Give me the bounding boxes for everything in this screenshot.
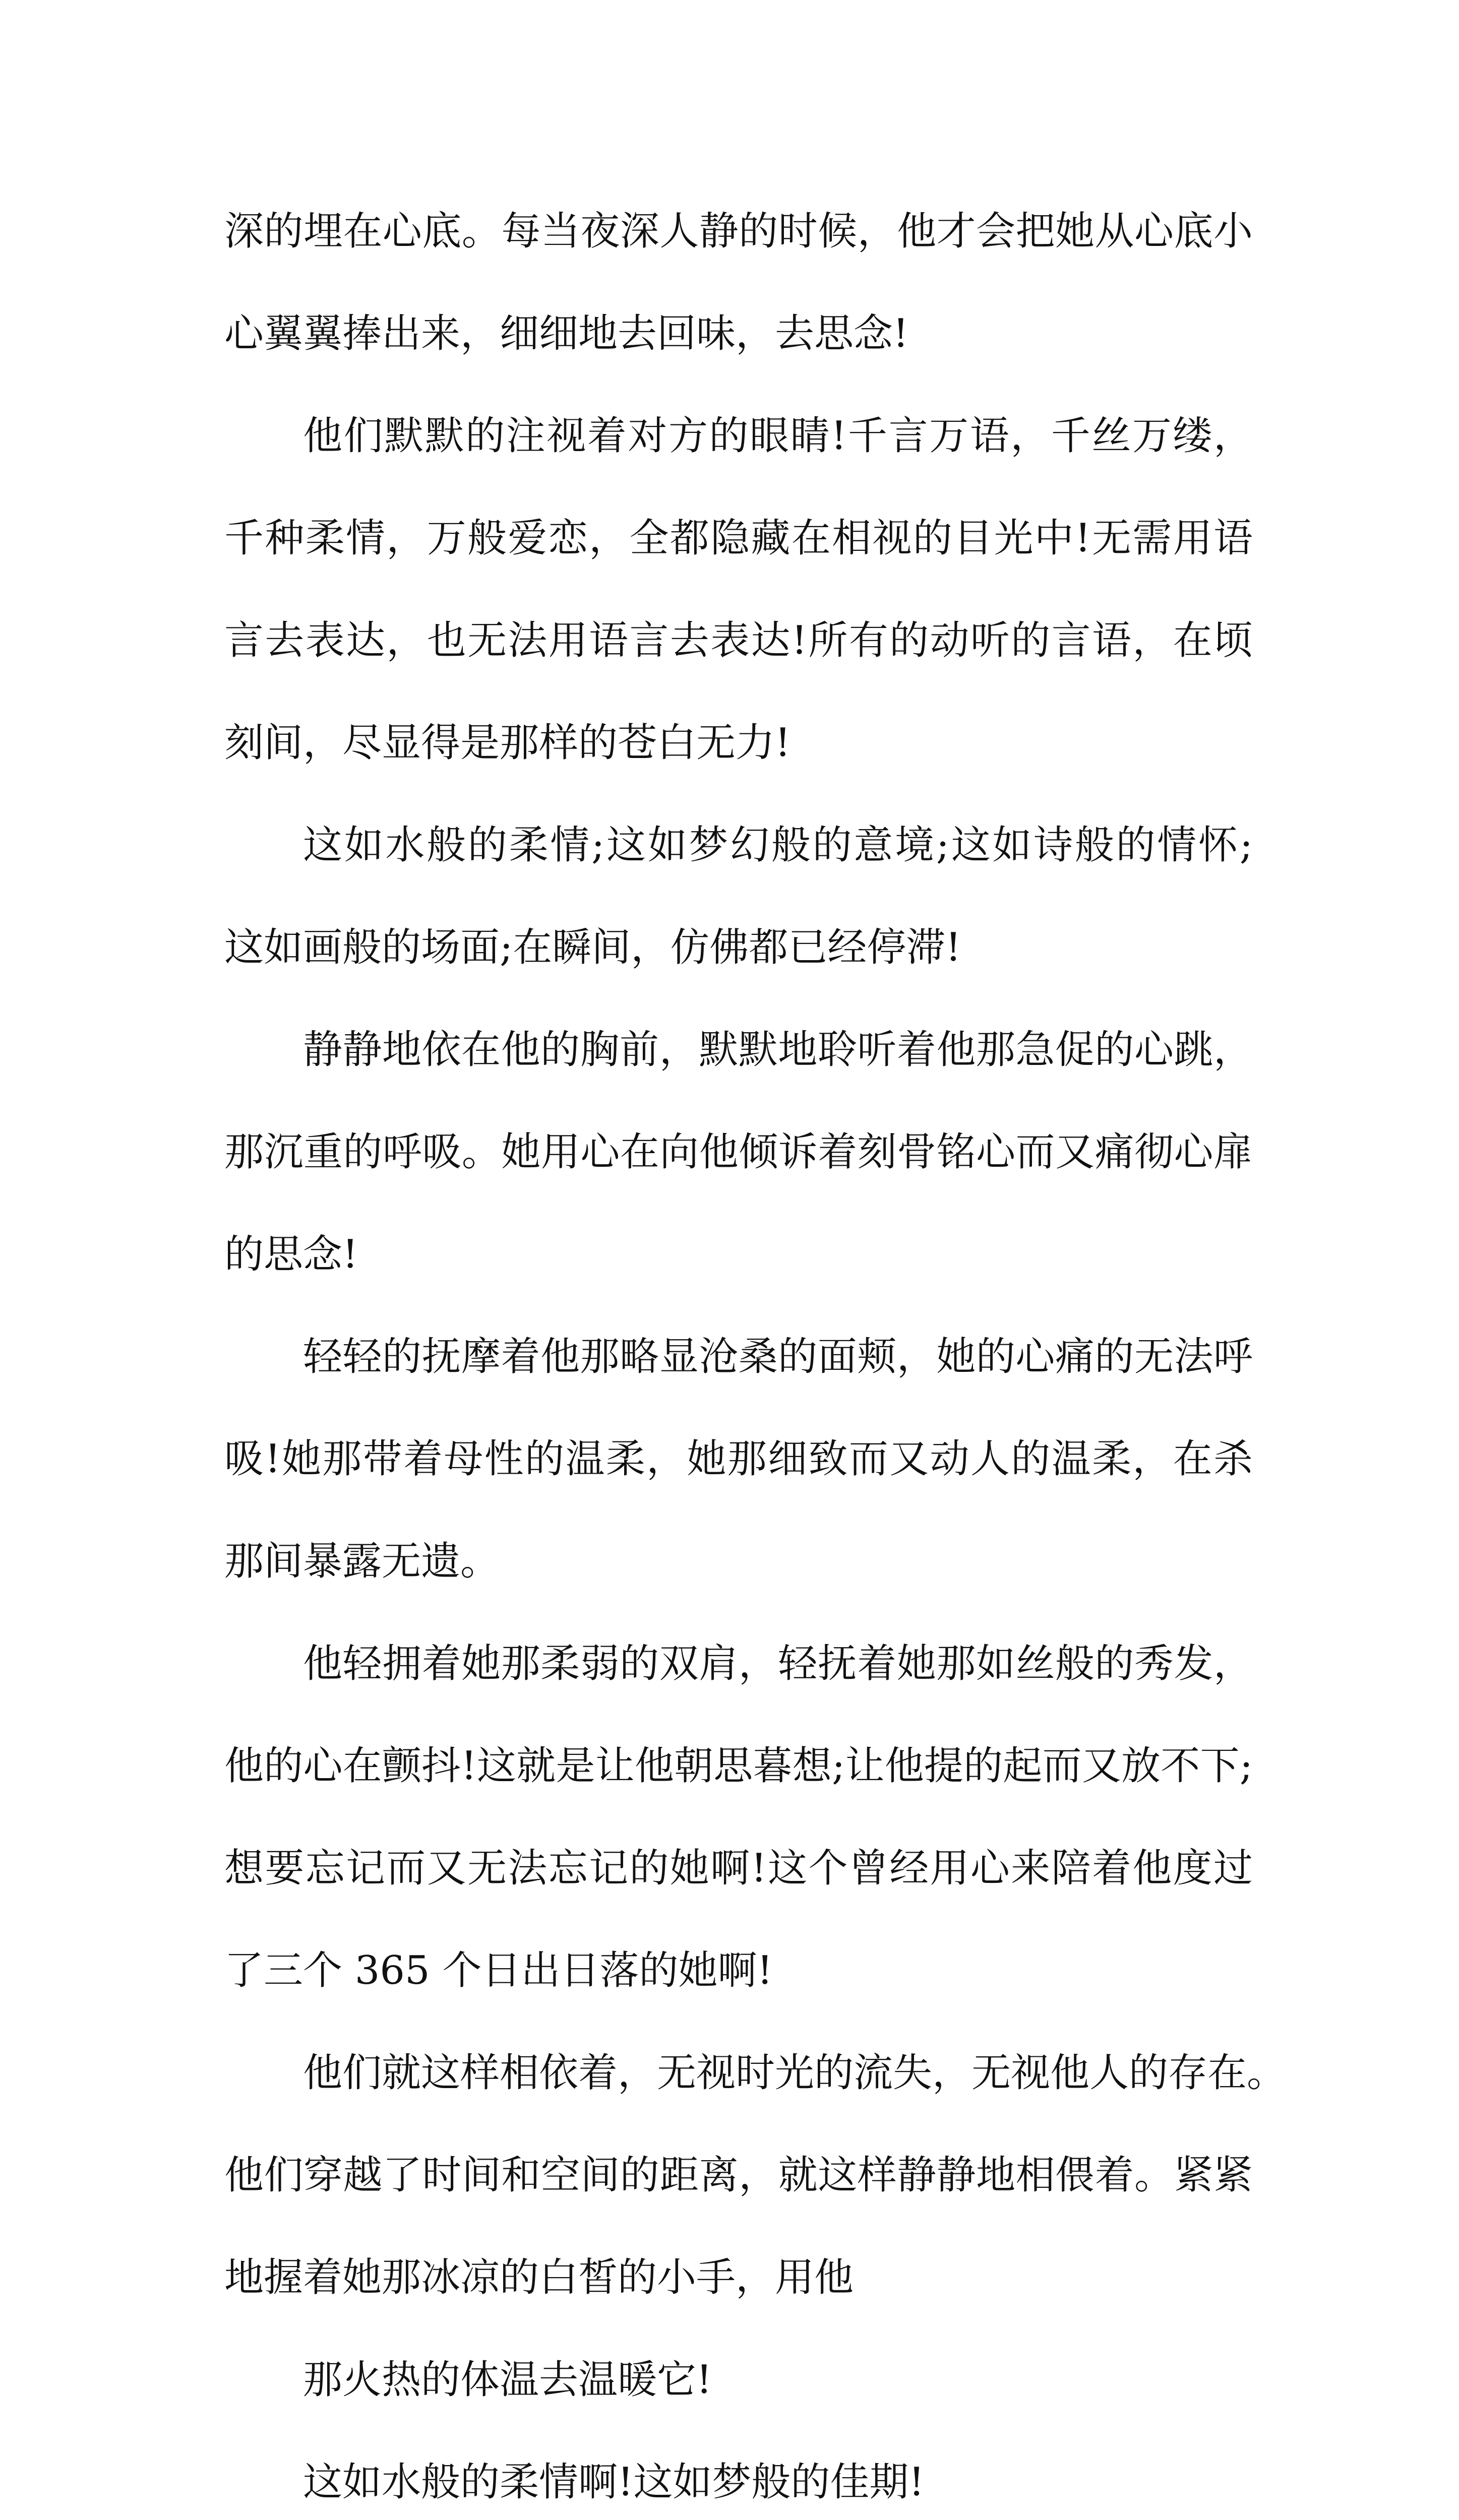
text-line: 言去表达，也无法用语言去表达!所有的动听的言语，在顷 (224, 618, 1253, 663)
text-line: 深的埋在心底。每当夜深人静的时候，他才会把她从心底小 (224, 209, 1253, 254)
text-line: 那沉重的呼吸。她用心在向他倾诉着刻骨铭心而又痛彻心扉 (224, 1129, 1253, 1175)
text-line: 这如水般的柔情啊!这如梦般的佳期! (303, 2460, 925, 2505)
text-line: 地握着她那冰凉的白皙的小手，用他 (224, 2255, 854, 2300)
text-line: 他轻拥着她那柔弱的双肩，轻抚着她那如丝般的秀发， (303, 1641, 1253, 1686)
text-line: 他们就这样相依着，无视时光的流失，无视他人的存在。 (303, 2050, 1287, 2096)
text-line: 的思念! (224, 1232, 358, 1277)
text-line: 刻间，尽显得是那样的苍白无力! (224, 720, 791, 766)
text-line: 那间暴露无遗。 (224, 1539, 500, 1584)
text-line: 吸!她那带着母性的温柔，她那细致而又动人的温柔，在杀 (224, 1436, 1253, 1482)
text-line: 轻轻的抚摩着他那略显沧桑的面颊，她的心痛的无法呼 (303, 1334, 1253, 1379)
text-line: 那火热的体温去温暖它! (303, 2357, 712, 2403)
text-line: 了三个 365 个日出日落的她啊! (224, 1948, 773, 1993)
text-line: 心翼翼捧出来，细细地去回味，去思念! (224, 311, 909, 356)
text-line: 他们默默的注视着对方的眼睛!千言万语，千丝万缕， (303, 413, 1253, 459)
text-line: 千种柔情，万般爱恋，全都隐藏在相视的目光中!无需用语 (224, 516, 1253, 561)
text-line: 这如水般的柔情;这如梦幻般的意境;这如诗般的情怀; (303, 823, 1253, 868)
text-line: 静静地依在他的胸前，默默地聆听着他那急促的心跳， (303, 1027, 1253, 1073)
text-line: 想要忘记而又无法忘记的她啊!这个曾经用心来陪着他度过 (224, 1846, 1253, 1891)
text-line: 这如画般的场面;在瞬间，仿佛都已经停滞! (224, 925, 961, 970)
text-line: 他们穿越了时间和空间的距离，就这样静静地相偎着。紧紧 (224, 2153, 1253, 2198)
text-line: 他的心在颤抖!这就是让他朝思暮想;让他提的起而又放不下; (224, 1743, 1253, 1789)
document-body (224, 180, 1287, 2520)
